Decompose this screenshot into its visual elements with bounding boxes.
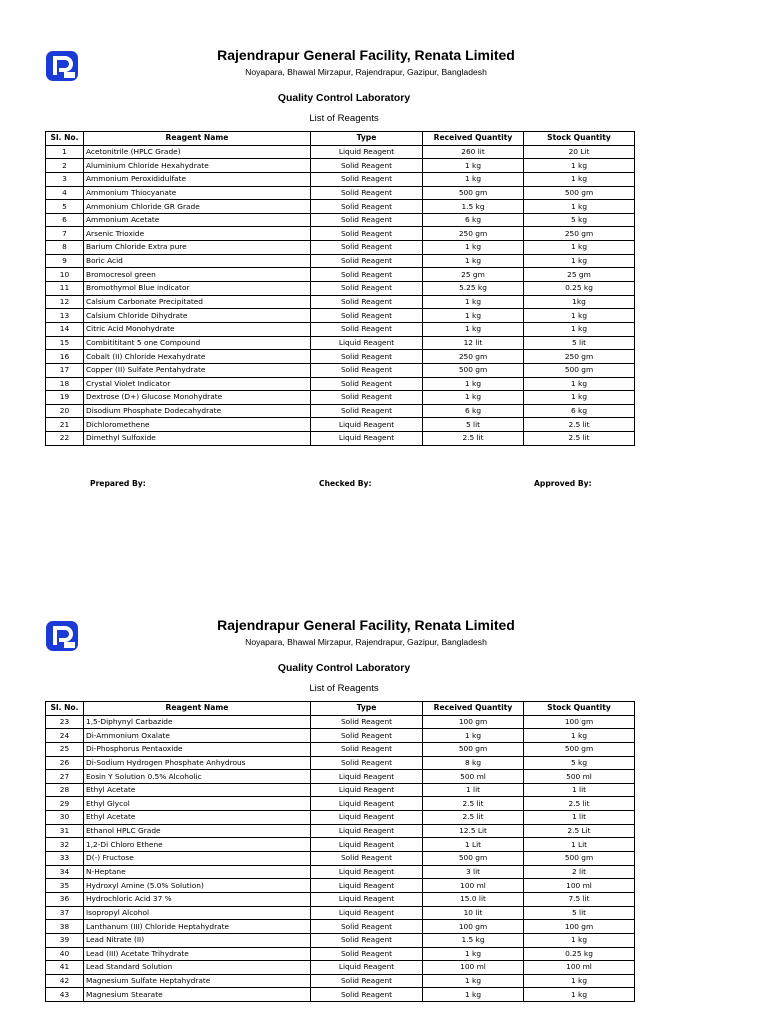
cell-received-qty: 12 lit [423, 336, 524, 350]
cell-type: Liquid Reagent [311, 811, 423, 825]
cell-sl-no: 26 [46, 756, 84, 770]
table-header-row [46, 132, 635, 146]
cell-stock-qty: 1 kg [524, 391, 635, 405]
table-row [46, 200, 635, 214]
table-row [46, 282, 635, 296]
cell-received-qty: 1 kg [423, 241, 524, 255]
cell-sl-no: 13 [46, 309, 84, 323]
cell-received-qty: 3 lit [423, 865, 524, 879]
cell-reagent-name: Ammonium Acetate [84, 213, 311, 227]
cell-reagent-name: Bromocresol green [84, 268, 311, 282]
cell-type: Liquid Reagent [311, 865, 423, 879]
cell-sl-no: 32 [46, 838, 84, 852]
cell-reagent-name: Magnesium Sulfate Heptahydrate [84, 974, 311, 988]
cell-reagent-name: Ammonium Peroxididulfate [84, 172, 311, 186]
cell-type: Solid Reagent [311, 282, 423, 296]
cell-received-qty: 1 kg [423, 947, 524, 961]
cell-stock-qty: 1 kg [524, 729, 635, 743]
table-row [46, 892, 635, 906]
cell-stock-qty: 5 kg [524, 756, 635, 770]
table-row [46, 865, 635, 879]
cell-sl-no: 36 [46, 892, 84, 906]
cell-type: Solid Reagent [311, 159, 423, 173]
cell-received-qty: 5 lit [423, 418, 524, 432]
table-row [46, 783, 635, 797]
table-row [46, 172, 635, 186]
lab-title: Quality Control Laboratory [277, 663, 411, 674]
cell-reagent-name: Eosin Y Solution 0.5% Alcoholic [84, 770, 311, 784]
cell-received-qty: 500 gm [423, 852, 524, 866]
cell-received-qty: 1 kg [423, 172, 524, 186]
table-row [46, 715, 635, 729]
cell-reagent-name: Dimethyl Sulfoxide [84, 432, 311, 446]
cell-stock-qty: 1 lit [524, 783, 635, 797]
cell-reagent-name: Calsium Carbonate Precipitated [84, 295, 311, 309]
cell-reagent-name: Calsium Chloride Dihydrate [84, 309, 311, 323]
cell-sl-no: 14 [46, 322, 84, 336]
cell-type: Solid Reagent [311, 852, 423, 866]
cell-stock-qty: 5 lit [524, 336, 635, 350]
table-row [46, 729, 635, 743]
cell-type: Liquid Reagent [311, 906, 423, 920]
cell-stock-qty: 2.5 lit [524, 432, 635, 446]
cell-sl-no: 42 [46, 974, 84, 988]
col-reagent-name: Reagent Name [84, 132, 311, 146]
cell-sl-no: 40 [46, 947, 84, 961]
cell-received-qty: 1.5 kg [423, 200, 524, 214]
table-row [46, 295, 635, 309]
cell-received-qty: 260 lit [423, 145, 524, 159]
list-subtitle: List of Reagents [309, 683, 379, 694]
cell-sl-no: 1 [46, 145, 84, 159]
cell-stock-qty: 2.5 Lit [524, 824, 635, 838]
table-row [46, 742, 635, 756]
cell-stock-qty: 100 gm [524, 715, 635, 729]
cell-stock-qty: 6 kg [524, 404, 635, 418]
table-row [46, 391, 635, 405]
cell-stock-qty: 1kg [524, 295, 635, 309]
cell-type: Solid Reagent [311, 391, 423, 405]
cell-sl-no: 34 [46, 865, 84, 879]
cell-sl-no: 3 [46, 172, 84, 186]
cell-reagent-name: Ammonium Chloride GR Grade [84, 200, 311, 214]
cell-reagent-name: D(-) Fructose [84, 852, 311, 866]
table-row [46, 920, 635, 934]
col-received-qty: Received Quantity [423, 132, 524, 146]
cell-type: Solid Reagent [311, 350, 423, 364]
cell-reagent-name: Ethyl Acetate [84, 811, 311, 825]
cell-type: Liquid Reagent [311, 418, 423, 432]
cell-reagent-name: Lanthanum (III) Chloride Heptahydrate [84, 920, 311, 934]
cell-received-qty: 1 kg [423, 254, 524, 268]
cell-reagent-name: Ethanol HPLC Grade [84, 824, 311, 838]
cell-sl-no: 9 [46, 254, 84, 268]
cell-stock-qty: 1 kg [524, 254, 635, 268]
cell-received-qty: 100 ml [423, 879, 524, 893]
table-row [46, 227, 635, 241]
cell-type: Liquid Reagent [311, 336, 423, 350]
cell-reagent-name: Isopropyl Alcohol [84, 906, 311, 920]
cell-sl-no: 6 [46, 213, 84, 227]
cell-stock-qty: 100 ml [524, 879, 635, 893]
table-row [46, 797, 635, 811]
cell-reagent-name: Disodium Phosphate Dodecahydrate [84, 404, 311, 418]
cell-received-qty: 1 kg [423, 377, 524, 391]
table-row [46, 770, 635, 784]
table-header-row [46, 702, 635, 716]
cell-type: Liquid Reagent [311, 961, 423, 975]
cell-received-qty: 500 gm [423, 186, 524, 200]
cell-sl-no: 29 [46, 797, 84, 811]
cell-stock-qty: 5 lit [524, 906, 635, 920]
cell-received-qty: 100 ml [423, 961, 524, 975]
cell-sl-no: 28 [46, 783, 84, 797]
col-sl-no: Sl. No. [46, 132, 84, 146]
cell-type: Solid Reagent [311, 363, 423, 377]
cell-type: Liquid Reagent [311, 838, 423, 852]
cell-type: Liquid Reagent [311, 783, 423, 797]
cell-reagent-name: Boric Acid [84, 254, 311, 268]
cell-stock-qty: 0.25 kg [524, 282, 635, 296]
cell-sl-no: 22 [46, 432, 84, 446]
cell-received-qty: 1 lit [423, 783, 524, 797]
table-row [46, 186, 635, 200]
cell-received-qty: 10 lit [423, 906, 524, 920]
cell-stock-qty: 1 kg [524, 988, 635, 1002]
table-row [46, 350, 635, 364]
cell-received-qty: 1.5 kg [423, 933, 524, 947]
prepared-by-label: Prepared By: [90, 479, 146, 488]
table-row [46, 145, 635, 159]
cell-reagent-name: Lead (III) Acetate Trihydrate [84, 947, 311, 961]
cell-stock-qty: 20 Lit [524, 145, 635, 159]
cell-reagent-name: Lead Nitrate (II) [84, 933, 311, 947]
table-body-2 [46, 715, 635, 1001]
table-row [46, 377, 635, 391]
cell-type: Liquid Reagent [311, 432, 423, 446]
cell-stock-qty: 1 kg [524, 200, 635, 214]
cell-type: Solid Reagent [311, 295, 423, 309]
cell-type: Solid Reagent [311, 322, 423, 336]
cell-received-qty: 12.5 Lit [423, 824, 524, 838]
cell-type: Solid Reagent [311, 974, 423, 988]
cell-reagent-name: Magnesium Stearate [84, 988, 311, 1002]
table-row [46, 322, 635, 336]
cell-stock-qty: 25 gm [524, 268, 635, 282]
cell-reagent-name: Citric Acid Monohydrate [84, 322, 311, 336]
cell-received-qty: 1 kg [423, 295, 524, 309]
cell-sl-no: 27 [46, 770, 84, 784]
cell-reagent-name: Aluminium Chloride Hexahydrate [84, 159, 311, 173]
cell-type: Solid Reagent [311, 186, 423, 200]
reagent-table-1 [45, 131, 635, 446]
cell-reagent-name: Dextrose (D+) Glucose Monohydrate [84, 391, 311, 405]
table-row [46, 838, 635, 852]
company-address: Noyapara, Bhawal Mirzapur, Rajendrapur, Gazipur, Bangladesh [245, 637, 487, 647]
cell-sl-no: 24 [46, 729, 84, 743]
cell-type: Liquid Reagent [311, 797, 423, 811]
cell-sl-no: 23 [46, 715, 84, 729]
cell-sl-no: 11 [46, 282, 84, 296]
cell-type: Liquid Reagent [311, 770, 423, 784]
cell-sl-no: 39 [46, 933, 84, 947]
table-row [46, 404, 635, 418]
cell-reagent-name: Dichloromethene [84, 418, 311, 432]
cell-type: Solid Reagent [311, 172, 423, 186]
cell-reagent-name: 1,5-Diphynyl Carbazide [84, 715, 311, 729]
cell-type: Solid Reagent [311, 200, 423, 214]
cell-received-qty: 1 kg [423, 322, 524, 336]
cell-type: Solid Reagent [311, 947, 423, 961]
cell-reagent-name: Ethyl Acetate [84, 783, 311, 797]
col-reagent-name: Reagent Name [84, 702, 311, 716]
cell-received-qty: 500 ml [423, 770, 524, 784]
cell-reagent-name: Lead Standard Solution [84, 961, 311, 975]
cell-type: Liquid Reagent [311, 824, 423, 838]
cell-sl-no: 37 [46, 906, 84, 920]
table-row [46, 309, 635, 323]
cell-reagent-name: Hydroxyl Amine (5.0% Solution) [84, 879, 311, 893]
cell-type: Solid Reagent [311, 404, 423, 418]
cell-reagent-name: Crystal Violet Indicator [84, 377, 311, 391]
company-title: Rajendrapur General Facility, Renata Limited [217, 47, 515, 63]
cell-sl-no: 33 [46, 852, 84, 866]
cell-sl-no: 15 [46, 336, 84, 350]
cell-reagent-name: Cobalt (II) Chloride Hexahydrate [84, 350, 311, 364]
cell-stock-qty: 1 kg [524, 322, 635, 336]
cell-received-qty: 2.5 lit [423, 797, 524, 811]
col-type: Type [311, 702, 423, 716]
cell-stock-qty: 1 kg [524, 933, 635, 947]
cell-received-qty: 1 kg [423, 988, 524, 1002]
table-row [46, 988, 635, 1002]
cell-type: Solid Reagent [311, 920, 423, 934]
table-row [46, 418, 635, 432]
cell-stock-qty: 500 ml [524, 770, 635, 784]
cell-reagent-name: Di-Sodium Hydrogen Phosphate Anhydrous [84, 756, 311, 770]
cell-type: Solid Reagent [311, 268, 423, 282]
table-row [46, 756, 635, 770]
cell-stock-qty: 1 kg [524, 309, 635, 323]
cell-stock-qty: 100 ml [524, 961, 635, 975]
cell-reagent-name: Combitititant 5 one Compound [84, 336, 311, 350]
cell-sl-no: 41 [46, 961, 84, 975]
cell-received-qty: 1 kg [423, 309, 524, 323]
cell-sl-no: 7 [46, 227, 84, 241]
table-body-1 [46, 145, 635, 445]
company-address: Noyapara, Bhawal Mirzapur, Rajendrapur, Gazipur, Bangladesh [245, 67, 487, 77]
cell-stock-qty: 7.5 lit [524, 892, 635, 906]
cell-sl-no: 25 [46, 742, 84, 756]
cell-type: Solid Reagent [311, 213, 423, 227]
cell-received-qty: 1 Lit [423, 838, 524, 852]
cell-sl-no: 8 [46, 241, 84, 255]
cell-sl-no: 2 [46, 159, 84, 173]
cell-sl-no: 5 [46, 200, 84, 214]
cell-reagent-name: Di-Phosphorus Pentaoxide [84, 742, 311, 756]
cell-received-qty: 500 gm [423, 363, 524, 377]
cell-type: Liquid Reagent [311, 879, 423, 893]
cell-stock-qty: 500 gm [524, 186, 635, 200]
cell-sl-no: 10 [46, 268, 84, 282]
cell-type: Solid Reagent [311, 933, 423, 947]
cell-received-qty: 25 gm [423, 268, 524, 282]
cell-sl-no: 12 [46, 295, 84, 309]
table-row [46, 852, 635, 866]
col-sl-no: Sl. No. [46, 702, 84, 716]
col-stock-qty: Stock Quantity [524, 132, 635, 146]
cell-received-qty: 5.25 kg [423, 282, 524, 296]
cell-sl-no: 16 [46, 350, 84, 364]
cell-sl-no: 38 [46, 920, 84, 934]
cell-sl-no: 4 [46, 186, 84, 200]
cell-reagent-name: 1,2-Di Chloro Ethene [84, 838, 311, 852]
cell-stock-qty: 2.5 lit [524, 418, 635, 432]
cell-reagent-name: Acetonitrile (HPLC Grade) [84, 145, 311, 159]
cell-reagent-name: Di-Ammonium Oxalate [84, 729, 311, 743]
cell-stock-qty: 1 Lit [524, 838, 635, 852]
cell-received-qty: 100 gm [423, 920, 524, 934]
cell-received-qty: 250 gm [423, 350, 524, 364]
cell-reagent-name: Bromothymol Blue indicator [84, 282, 311, 296]
table-row [46, 961, 635, 975]
cell-stock-qty: 250 gm [524, 350, 635, 364]
table-row [46, 933, 635, 947]
table-row [46, 213, 635, 227]
cell-type: Solid Reagent [311, 756, 423, 770]
cell-stock-qty: 500 gm [524, 852, 635, 866]
cell-sl-no: 35 [46, 879, 84, 893]
cell-received-qty: 500 gm [423, 742, 524, 756]
cell-received-qty: 100 gm [423, 715, 524, 729]
cell-type: Solid Reagent [311, 254, 423, 268]
cell-reagent-name: Ammonium Thiocyanate [84, 186, 311, 200]
cell-sl-no: 21 [46, 418, 84, 432]
lab-title: Quality Control Laboratory [277, 93, 411, 104]
cell-type: Solid Reagent [311, 715, 423, 729]
cell-stock-qty: 2.5 lit [524, 797, 635, 811]
cell-stock-qty: 500 gm [524, 742, 635, 756]
cell-reagent-name: Hydrochloric Acid 37 % [84, 892, 311, 906]
cell-received-qty: 1 kg [423, 391, 524, 405]
cell-received-qty: 1 kg [423, 159, 524, 173]
cell-stock-qty: 1 kg [524, 377, 635, 391]
cell-stock-qty: 1 kg [524, 172, 635, 186]
reagent-table-2 [45, 701, 635, 1002]
cell-sl-no: 43 [46, 988, 84, 1002]
cell-sl-no: 31 [46, 824, 84, 838]
col-stock-qty: Stock Quantity [524, 702, 635, 716]
cell-stock-qty: 1 lit [524, 811, 635, 825]
table-row [46, 947, 635, 961]
approved-by-label: Approved By: [534, 479, 592, 488]
col-type: Type [311, 132, 423, 146]
cell-stock-qty: 1 kg [524, 241, 635, 255]
cell-stock-qty: 250 gm [524, 227, 635, 241]
cell-stock-qty: 500 gm [524, 363, 635, 377]
table-row [46, 336, 635, 350]
cell-type: Liquid Reagent [311, 892, 423, 906]
cell-type: Solid Reagent [311, 988, 423, 1002]
cell-received-qty: 2.5 lit [423, 811, 524, 825]
table-row [46, 363, 635, 377]
table-row [46, 268, 635, 282]
cell-received-qty: 15.0 lit [423, 892, 524, 906]
cell-stock-qty: 0.25 kg [524, 947, 635, 961]
cell-type: Solid Reagent [311, 742, 423, 756]
cell-stock-qty: 1 kg [524, 974, 635, 988]
checked-by-label: Checked By: [319, 479, 372, 488]
cell-sl-no: 17 [46, 363, 84, 377]
cell-type: Liquid Reagent [311, 145, 423, 159]
cell-sl-no: 20 [46, 404, 84, 418]
cell-reagent-name: Copper (II) Sulfate Pentahydrate [84, 363, 311, 377]
cell-stock-qty: 2 lit [524, 865, 635, 879]
cell-type: Solid Reagent [311, 729, 423, 743]
table-row [46, 974, 635, 988]
table-row [46, 811, 635, 825]
cell-type: Solid Reagent [311, 377, 423, 391]
cell-reagent-name: Barium Chloride Extra pure [84, 241, 311, 255]
table-row [46, 906, 635, 920]
cell-received-qty: 6 kg [423, 213, 524, 227]
table-row [46, 241, 635, 255]
cell-received-qty: 1 kg [423, 729, 524, 743]
cell-reagent-name: Arsenic Trioxide [84, 227, 311, 241]
list-subtitle: List of Reagents [309, 113, 379, 124]
table-row [46, 824, 635, 838]
cell-received-qty: 2.5 lit [423, 432, 524, 446]
cell-stock-qty: 5 kg [524, 213, 635, 227]
cell-stock-qty: 1 kg [524, 159, 635, 173]
cell-reagent-name: Ethyl Glycol [84, 797, 311, 811]
cell-received-qty: 250 gm [423, 227, 524, 241]
cell-sl-no: 30 [46, 811, 84, 825]
table-row [46, 254, 635, 268]
cell-reagent-name: N-Heptane [84, 865, 311, 879]
company-title: Rajendrapur General Facility, Renata Limited [217, 617, 515, 633]
cell-received-qty: 6 kg [423, 404, 524, 418]
cell-received-qty: 8 kg [423, 756, 524, 770]
cell-sl-no: 19 [46, 391, 84, 405]
table-row [46, 159, 635, 173]
col-received-qty: Received Quantity [423, 702, 524, 716]
cell-sl-no: 18 [46, 377, 84, 391]
cell-stock-qty: 100 gm [524, 920, 635, 934]
cell-type: Solid Reagent [311, 227, 423, 241]
cell-type: Solid Reagent [311, 309, 423, 323]
cell-type: Solid Reagent [311, 241, 423, 255]
table-row [46, 432, 635, 446]
table-row [46, 879, 635, 893]
cell-received-qty: 1 kg [423, 974, 524, 988]
